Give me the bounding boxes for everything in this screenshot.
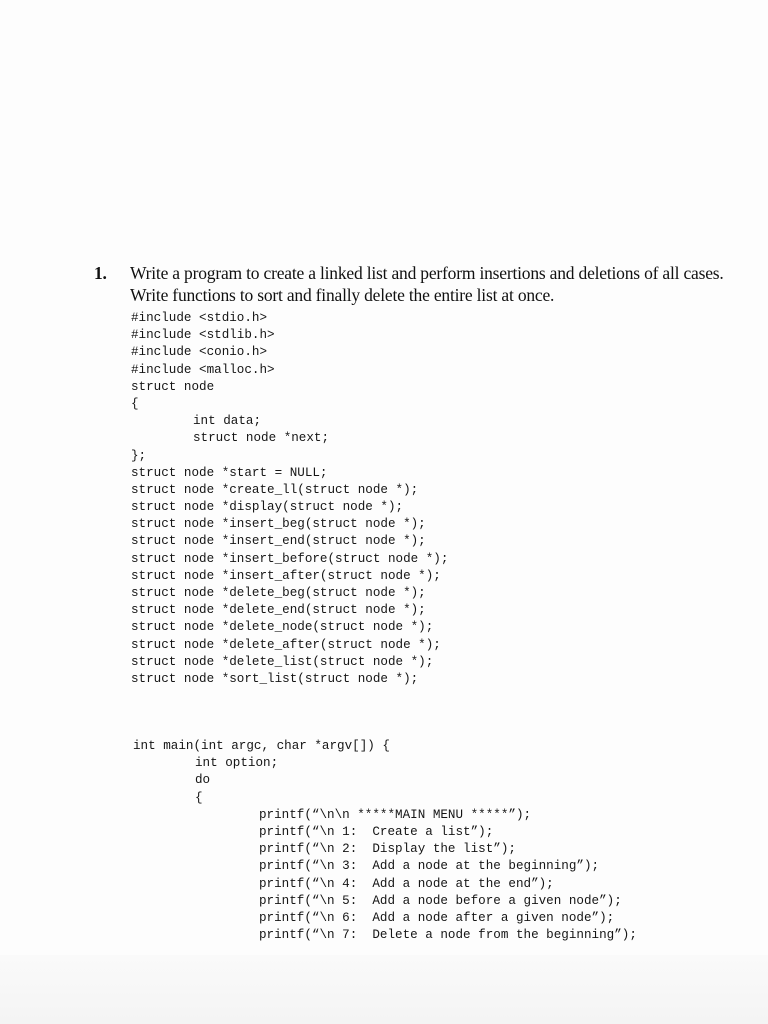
code-line: printf(“\n 7: Delete a node from the beginning”); [259, 928, 637, 943]
code-line: printf(“\n 2: Display the list”); [259, 842, 516, 857]
code-line: do [195, 773, 211, 788]
question-number: 1. [94, 263, 107, 283]
code-line: struct node *create_ll(struct node *); [131, 482, 419, 497]
code-line: #include <stdio.h> [131, 311, 268, 325]
code-block-declarations [131, 310, 448, 688]
code-line: struct node *start = NULL; [131, 465, 328, 480]
code-line: printf(“\n 6: Add a node after a given node”); [259, 910, 615, 925]
question-text-line-1: Write a program to create a linked list and perform insertions and deletions of all cases. [130, 263, 724, 283]
code-line: struct node *insert_before(struct node *); [131, 551, 449, 566]
code-line: struct node *delete_list(struct node *); [131, 654, 434, 669]
code-line: int data; [193, 414, 262, 429]
code-line: printf(“\n 1: Create a list”); [259, 824, 494, 839]
code-line: struct node *insert_end(struct node *); [131, 534, 426, 549]
page-bottom-edge [0, 955, 768, 1024]
code-line: struct node [131, 379, 215, 394]
code-line: int option; [195, 756, 279, 771]
code-line: #include <conio.h> [131, 345, 268, 360]
code-line: printf(“\n 3: Add a node at the beginning”); [259, 859, 600, 874]
code-line: struct node *sort_list(struct node *); [131, 671, 419, 686]
code-line: { [131, 396, 139, 411]
code-line: }; [131, 448, 147, 463]
code-line: struct node *next; [193, 431, 330, 446]
code-line: { [195, 790, 203, 805]
code-line: #include <stdlib.h> [131, 328, 275, 343]
question-text-line-2: Write functions to sort and finally delete the entire list at once. [130, 285, 555, 305]
code-line: struct node *insert_after(struct node *); [131, 568, 441, 583]
code-line: struct node *insert_beg(struct node *); [131, 517, 426, 532]
question-text [130, 262, 760, 306]
code-line: printf(“\n 4: Add a node at the end”); [259, 876, 554, 891]
code-line: struct node *delete_node(struct node *); [131, 620, 434, 635]
code-line: struct node *display(struct node *); [131, 500, 404, 515]
code-line: struct node *delete_beg(struct node *); [131, 586, 426, 600]
code-line: #include <malloc.h> [131, 362, 275, 377]
code-line: printf(“\n 5: Add a node before a given node”); [259, 893, 622, 908]
code-line: printf(“\n\n *****MAIN MENU *****”); [259, 807, 532, 822]
code-line: int main(int argc, char *argv[]) { [133, 739, 390, 753]
code-block-main [133, 738, 637, 944]
code-line: struct node *delete_after(struct node *); [131, 637, 441, 652]
code-line: struct node *delete_end(struct node *); [131, 603, 426, 618]
